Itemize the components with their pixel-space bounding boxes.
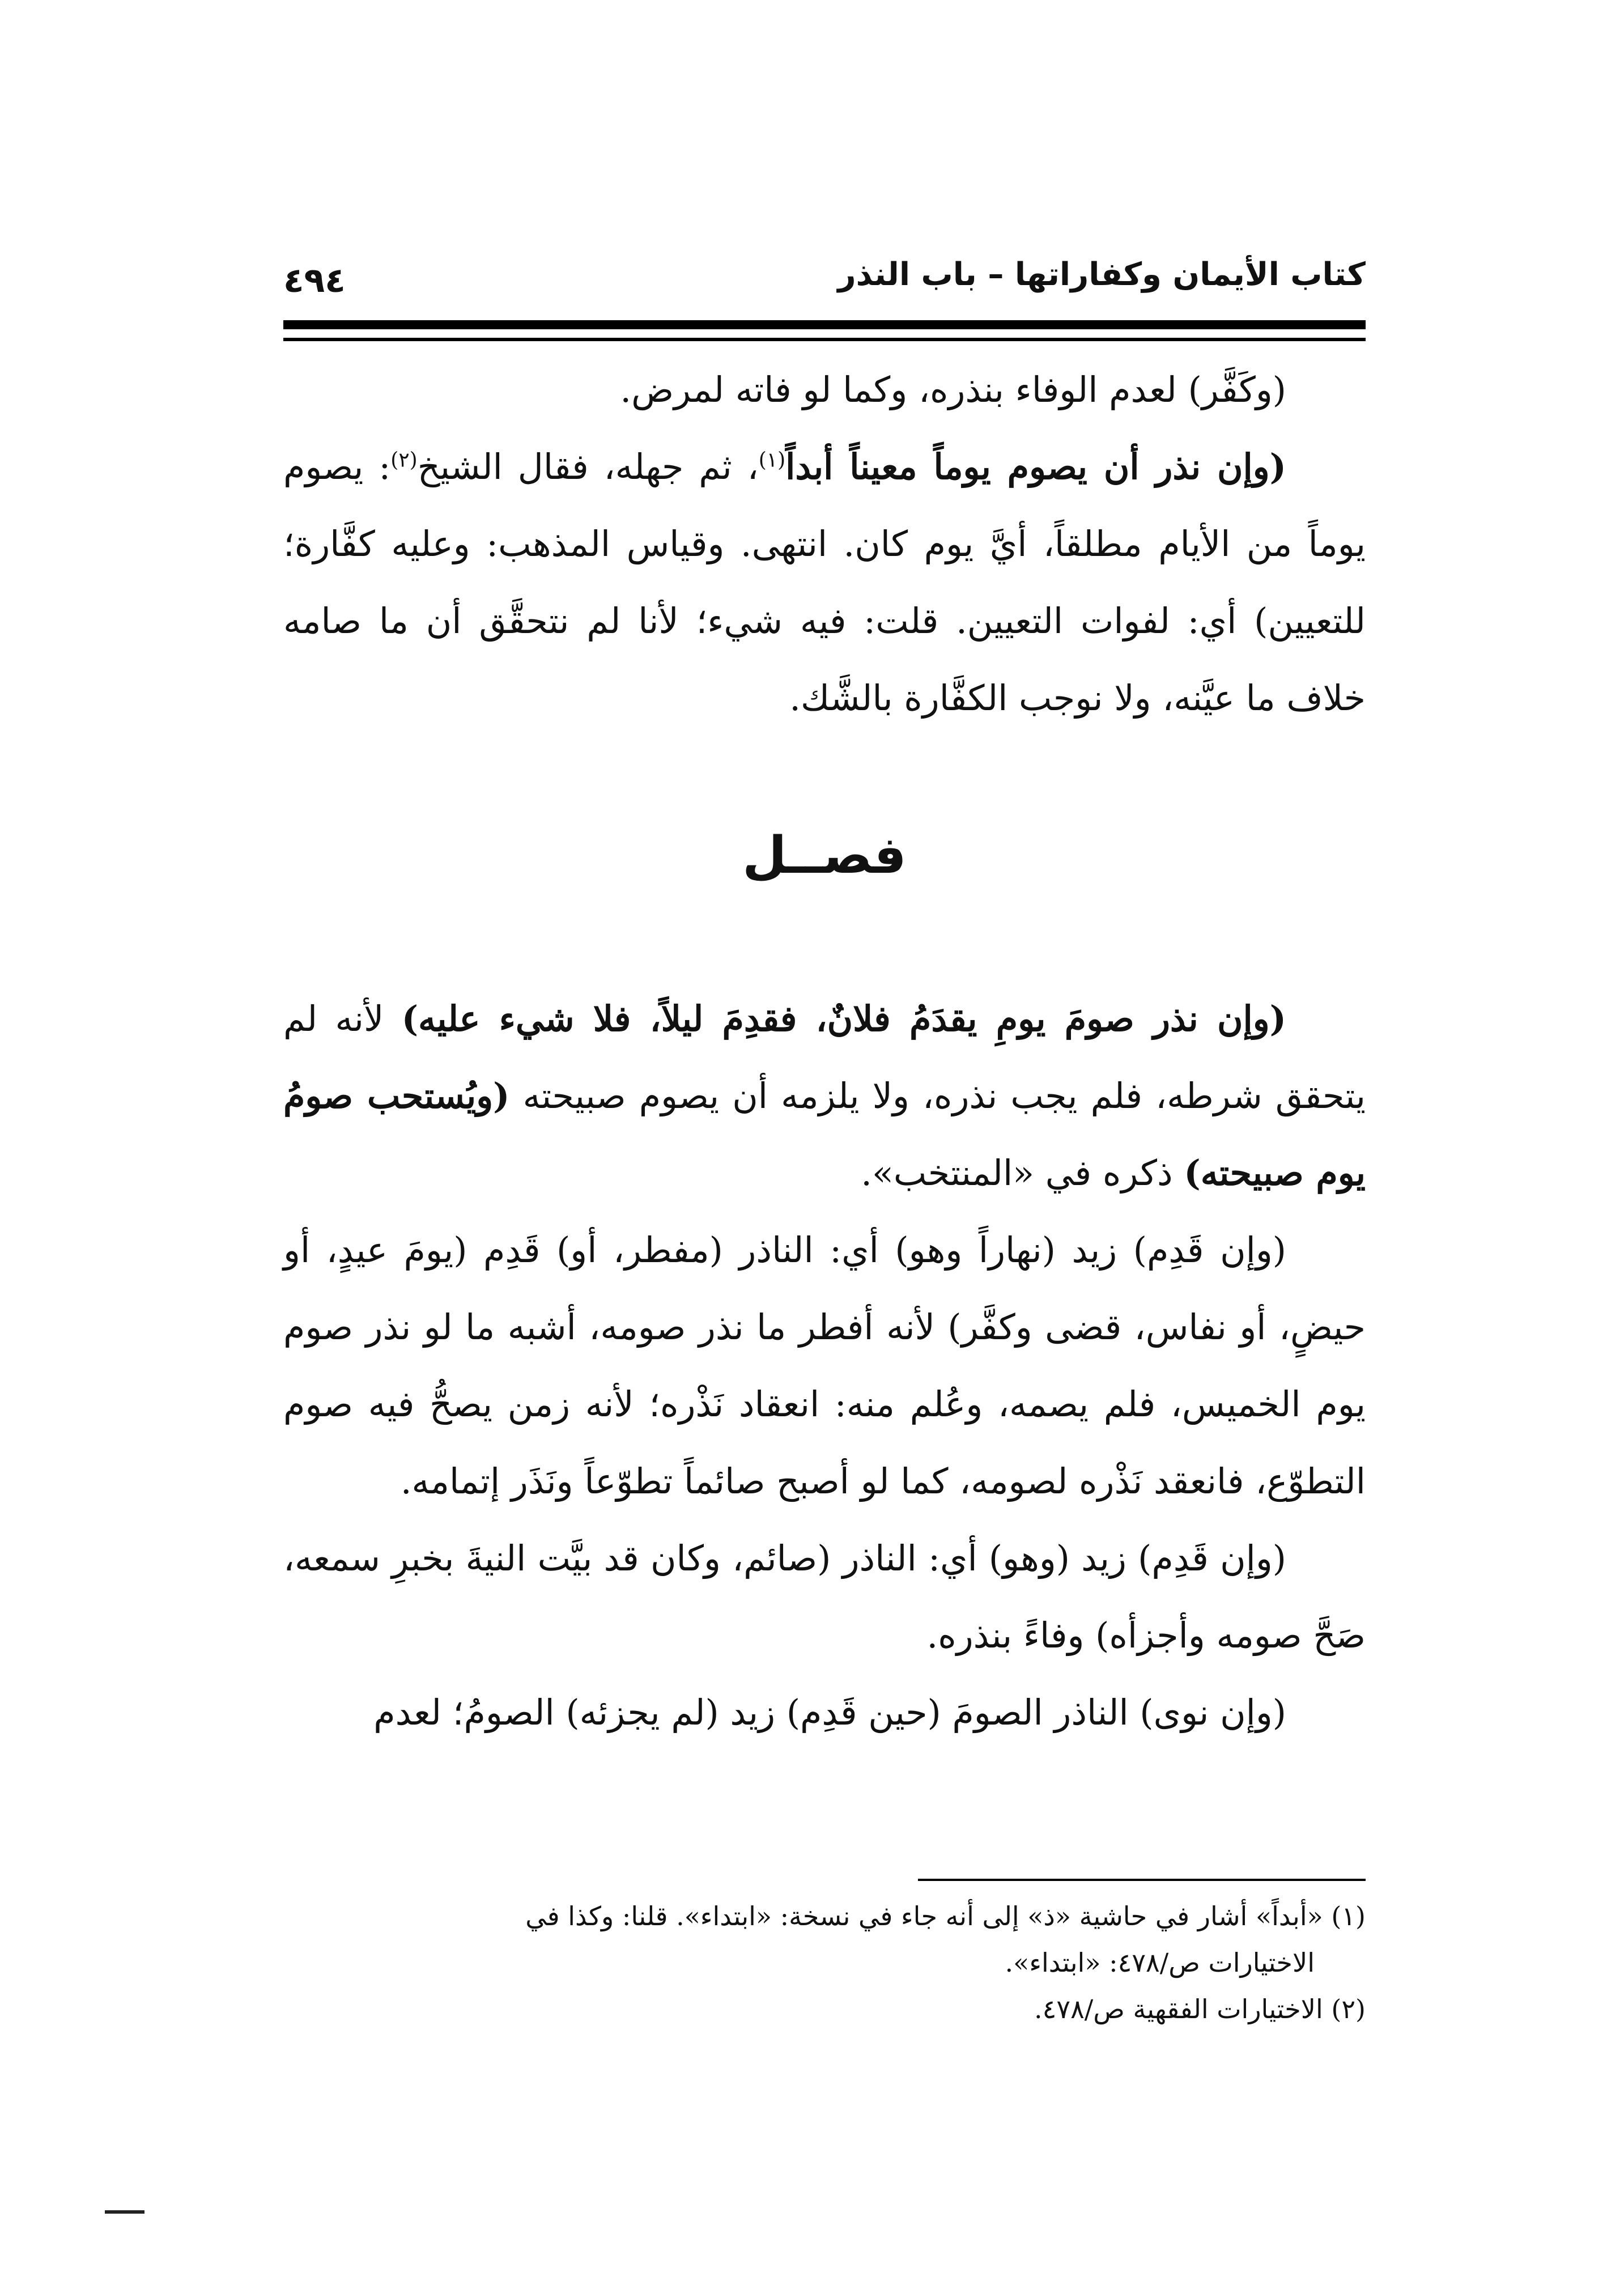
paragraph [283, 351, 1366, 428]
bold-phrase: (وإن نذر أن يصوم يوماً معيناً أبداً [785, 446, 1287, 487]
paragraph-text: ، ثم جهله، فقال الشيخ [417, 446, 759, 487]
paragraph-text: (وإن قَدِم) زيد (نهاراً وهو) أي: الناذر (مفطر، أو) قَدِم (يومَ عيدٍ، أو حيضٍ، أو نفاس، قضى وكفَّر) لأنه أفطر ما نذر صومه، أشبه ما لو نذر صوم يوم الخميس، فلم يصمه، وعُلم منه: انعقاد نَذْره؛ لأنه زمن يصحُّ فيه صوم التطوّع، فانعقد نَذْره لصومه، كما لو أصبح صائماً تطوّعاً ونَذَر إتمامه. [283, 1229, 1366, 1502]
paragraph [283, 1674, 1366, 1751]
footnote-ref: (١) [758, 448, 786, 472]
footnotes [283, 1893, 1366, 2032]
header-title: كتاب الأيمان وكفاراتها – باب النذر [837, 256, 1366, 293]
text-block-main [283, 980, 1366, 1751]
paragraph-text: (وإن نوى) الناذر الصومَ (حين قَدِم) زيد (لم يجزئه) الصومُ؛ لعدم [373, 1692, 1286, 1733]
bold-phrase: (ويُستحب صومُ يوم صبيحته) [283, 1075, 1366, 1194]
running-header [283, 249, 1366, 300]
footnote-1-continued: الاختيارات ص/٤٧٨: «ابتداء». [1005, 1947, 1315, 1978]
paragraph-text: لأنه لم يتحقق شرطه، فلم يجب نذره، ولا يلزمه أن يصوم صبيحته [283, 998, 1366, 1116]
page-number: ٤٩٤ [283, 261, 346, 300]
text-block-top [283, 351, 1366, 737]
header-rule-thin [283, 338, 1366, 341]
paragraph-text: ذكره في «المنتخب». [861, 1152, 1184, 1194]
footnote-separator [918, 1879, 1366, 1881]
paragraph [283, 1212, 1366, 1520]
footnote-1: (١) «أبداً» أشار في حاشية «ذ» إلى أنه جاء في نسخة: «ابتداء». قلنا: وكذا في [525, 1901, 1366, 1931]
footnote-2: (٢) الاختيارات الفقهية ص/٤٧٨. [1034, 1994, 1366, 2024]
paragraph-text: : يصوم يوماً من الأيام مطلقاً، أيَّ يوم كان. انتهى. وقياس المذهب: وعليه كفَّارة؛ للتعيين) أي: لفوات التعيين. قلت: فيه شيء؛ لأنا لم نتحقَّق أن ما صامه خلاف ما عيَّنه، ولا نوجب الكفَّارة بالشَّك. [283, 446, 1366, 719]
paragraph-text: (وإن قَدِم) زيد (وهو) أي: الناذر (صائم، وكان قد بيَّت النيةَ بخبرِ سمعه، صَحَّ صومه وأجزأه) وفاءً بنذره. [283, 1538, 1366, 1656]
paragraph-text: (وكَفَّر) لعدم الوفاء بنذره، وكما لو فاته لمرض. [620, 369, 1286, 410]
footnote-ref: (٢) [390, 448, 418, 472]
paragraph [283, 980, 1366, 1212]
header-rule-thick [283, 320, 1366, 329]
section-title: فصــل [742, 826, 907, 885]
paragraph [283, 1520, 1366, 1674]
scan-mark [105, 2210, 144, 2214]
paragraph [283, 428, 1366, 737]
bold-phrase: (وإن نذر صومَ يومِ يقدَمُ فلانٌ، فقدِمَ ليلاً، فلا شيء عليه) [401, 998, 1286, 1039]
